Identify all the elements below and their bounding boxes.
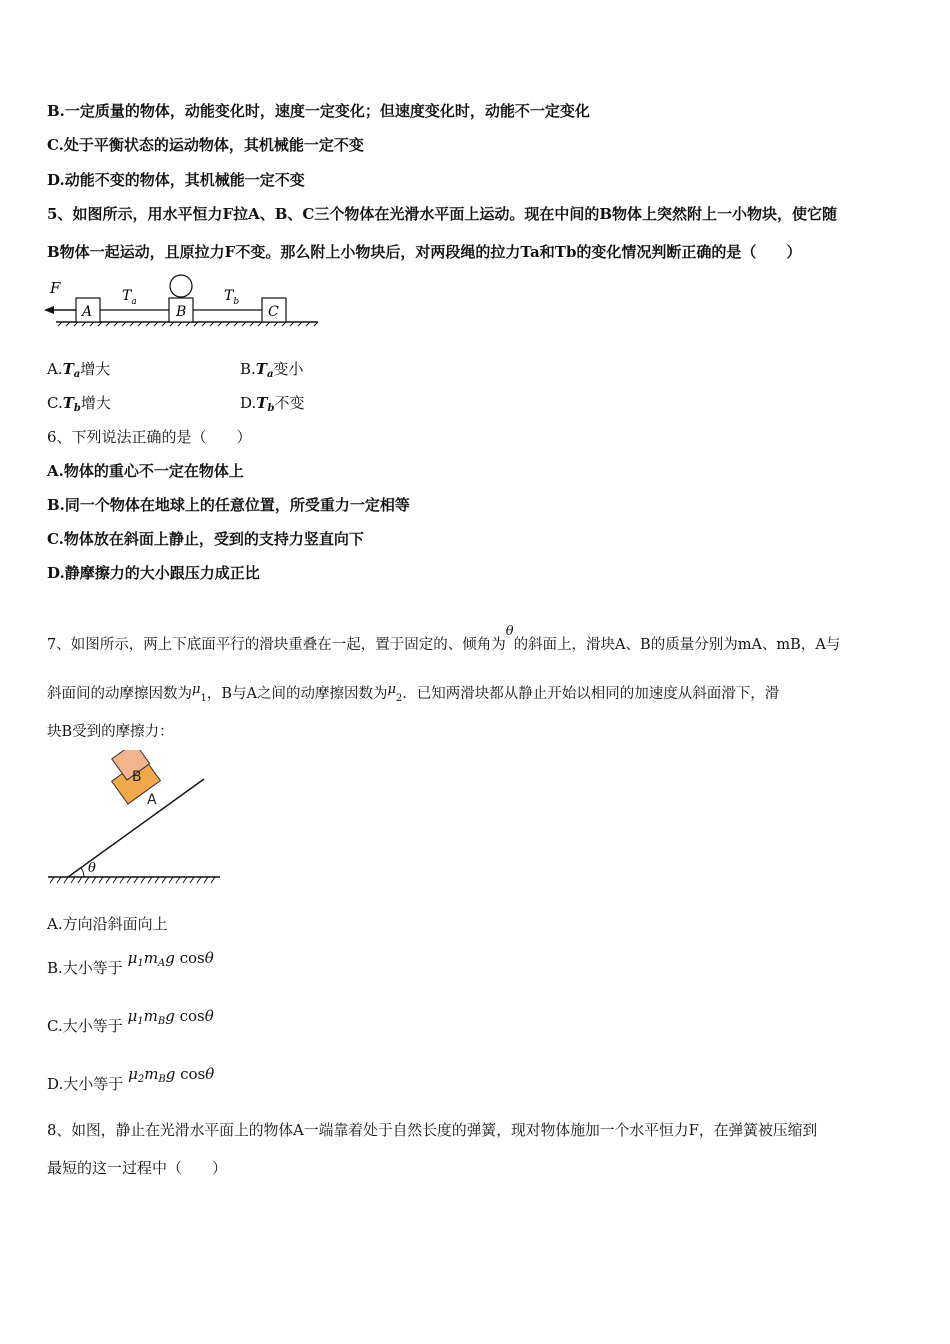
q7-option-d-formula: $\mu_2m_Bg$ cosθ: [128, 1065, 215, 1085]
q5-figure: [40, 274, 330, 334]
q7-option-b: B.大小等于 $\mu_1m_Ag$ cosθ: [47, 949, 214, 977]
angle-arc: [81, 868, 84, 877]
q5-option-d: $D.T_b$不变: [240, 394, 305, 414]
q7-option-c: C.大小等于 $\mu_1m_Bg$ cosθ: [47, 1007, 214, 1035]
q6-option-d: D.静摩擦力的大小跟压力成正比: [47, 564, 260, 582]
block-c-label: C: [268, 304, 279, 320]
q7-option-b-formula: $\mu_1m_Ag$ cosθ: [127, 949, 214, 969]
q7-stem-line2: 斜面间的动摩擦因数为$\mu_1$，B与A之间的动摩擦因数为$\mu_2$．已知两滑块都从静止开始以相同的加速度从斜面滑下，滑: [47, 682, 780, 704]
force-label: F: [50, 279, 61, 297]
small-ball: [170, 275, 192, 297]
angle-label: θ: [88, 861, 96, 876]
q7-stem-line1: 7、如图所示，两上下底面平行的滑块重叠在一起，置于固定的、倾角为θ的斜面上，滑块A、B的质量分别为mA、mB，A与: [47, 624, 841, 653]
q7-option-c-formula: $\mu_1m_Bg$ cosθ: [127, 1007, 214, 1027]
q5-stem-line2: B物体一起运动，且原拉力F不变。那么附上小物块后，对两段绳的拉力Ta和Tb的变化情况判断正确的是（ ）: [47, 243, 802, 261]
tension-a-label: $T_a$: [122, 288, 137, 307]
q5-option-a: $A.T_a$增大: [47, 360, 111, 380]
block-a-label: A: [82, 304, 93, 320]
block-b-label: B: [132, 769, 142, 785]
q5-option-c: $C.T_b$增大: [47, 394, 111, 414]
tension-b-label: $T_b$: [224, 288, 240, 307]
block-a-label: A: [147, 792, 157, 808]
q6-option-a: A.物体的重心不一定在物体上: [47, 462, 244, 480]
q7-stem-line3: 块B受到的摩擦力：: [47, 724, 174, 740]
prev-option-c: C.处于平衡状态的运动物体，其机械能一定不变: [47, 136, 364, 154]
q7-option-a: A.方向沿斜面向上: [47, 915, 168, 933]
prev-option-d: D.动能不变的物体，其机械能一定不变: [47, 171, 305, 189]
q6-stem: 6、下列说法正确的是（ ）: [47, 428, 252, 446]
q8-stem-line2: 最短的这一过程中（ ）: [47, 1159, 228, 1177]
q7-option-d: D.大小等于 $\mu_2m_Bg$ cosθ: [47, 1065, 215, 1093]
q6-option-c: C.物体放在斜面上静止，受到的支持力竖直向下: [47, 530, 364, 548]
block-b-label: B: [176, 304, 187, 320]
q6-option-b: B.同一个物体在地球上的任意位置，所受重力一定相等: [47, 496, 410, 514]
q8-stem-line1: 8、如图，静止在光滑水平面上的物体A一端靠着处于自然长度的弹簧，现对物体施加一个水平恒力F，在弹簧被压缩到: [47, 1122, 818, 1139]
force-arrowhead: [44, 306, 54, 314]
q7-figure: [44, 750, 224, 888]
q5-stem-line1: 5、如图所示，用水平恒力F拉A、B、C三个物体在光滑水平面上运动。现在中间的B物体上突然附上一小物块，使它随: [47, 205, 838, 223]
q5-option-b: $B.T_a$变小: [240, 360, 304, 380]
prev-option-b: B.一定质量的物体，动能变化时，速度一定变化；但速度变化时，动能不一定变化: [47, 102, 590, 120]
